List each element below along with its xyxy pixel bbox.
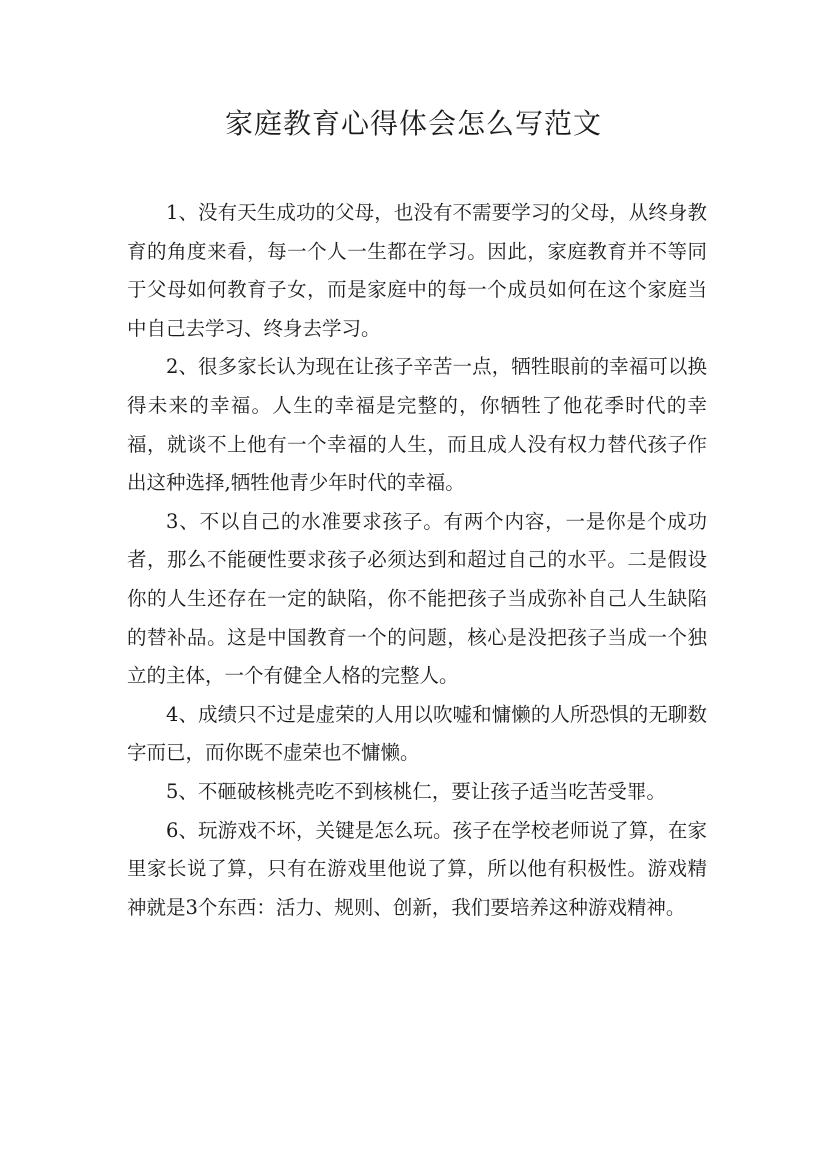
document-body: [127, 194, 707, 927]
paragraph-4: 4、成绩只不过是虚荣的人用以吹嘘和慵懒的人所恐惧的无聊数字而已，而你既不虚荣也不慵懒。: [127, 702, 707, 765]
paragraph-3: 3、不以自己的水准要求孩子。有两个内容，一是你是个成功者，那么不能硬性要求孩子必须达到和超过自己的水平。二是假设你的人生还存在一定的缺陷，你不能把孩子当成弥补自己人生缺陷的替补品。这是中国教育一个的问题，核心是没把孩子当成一个独立的主体，一个有健全人格的完整人。: [127, 509, 707, 688]
paragraph-1: 1、没有天生成功的父母，也没有不需要学习的父母，从终身教育的角度来看，每一个人一生都在学习。因此，家庭教育并不等同于父母如何教育子女，而是家庭中的每一个成员如何在这个家庭当中自己去学习、终身去学习。: [127, 201, 707, 340]
document-title: 家庭教育心得体会怎么写范文: [224, 107, 602, 140]
paragraph-6: 6、玩游戏不坏，关键是怎么玩。孩子在学校老师说了算，在家里家长说了算，只有在游戏里他说了算，所以他有积极性。游戏精神就是3个东西：活力、规则、创新，我们要培养这种游戏精神。: [127, 818, 707, 919]
paragraph-2: 2、很多家长认为现在让孩子辛苦一点，牺牲眼前的幸福可以换得未来的幸福。人生的幸福是完整的，你牺牲了他花季时代的幸福，就谈不上他有一个幸福的人生，而且成人没有权力替代孩子作出这种选择,牺牲他青少年时代的幸福。: [127, 355, 707, 495]
paragraph-5: 5、不砸破核桃壳吃不到核桃仁，要让孩子适当吃苦受罪。: [166, 779, 666, 803]
